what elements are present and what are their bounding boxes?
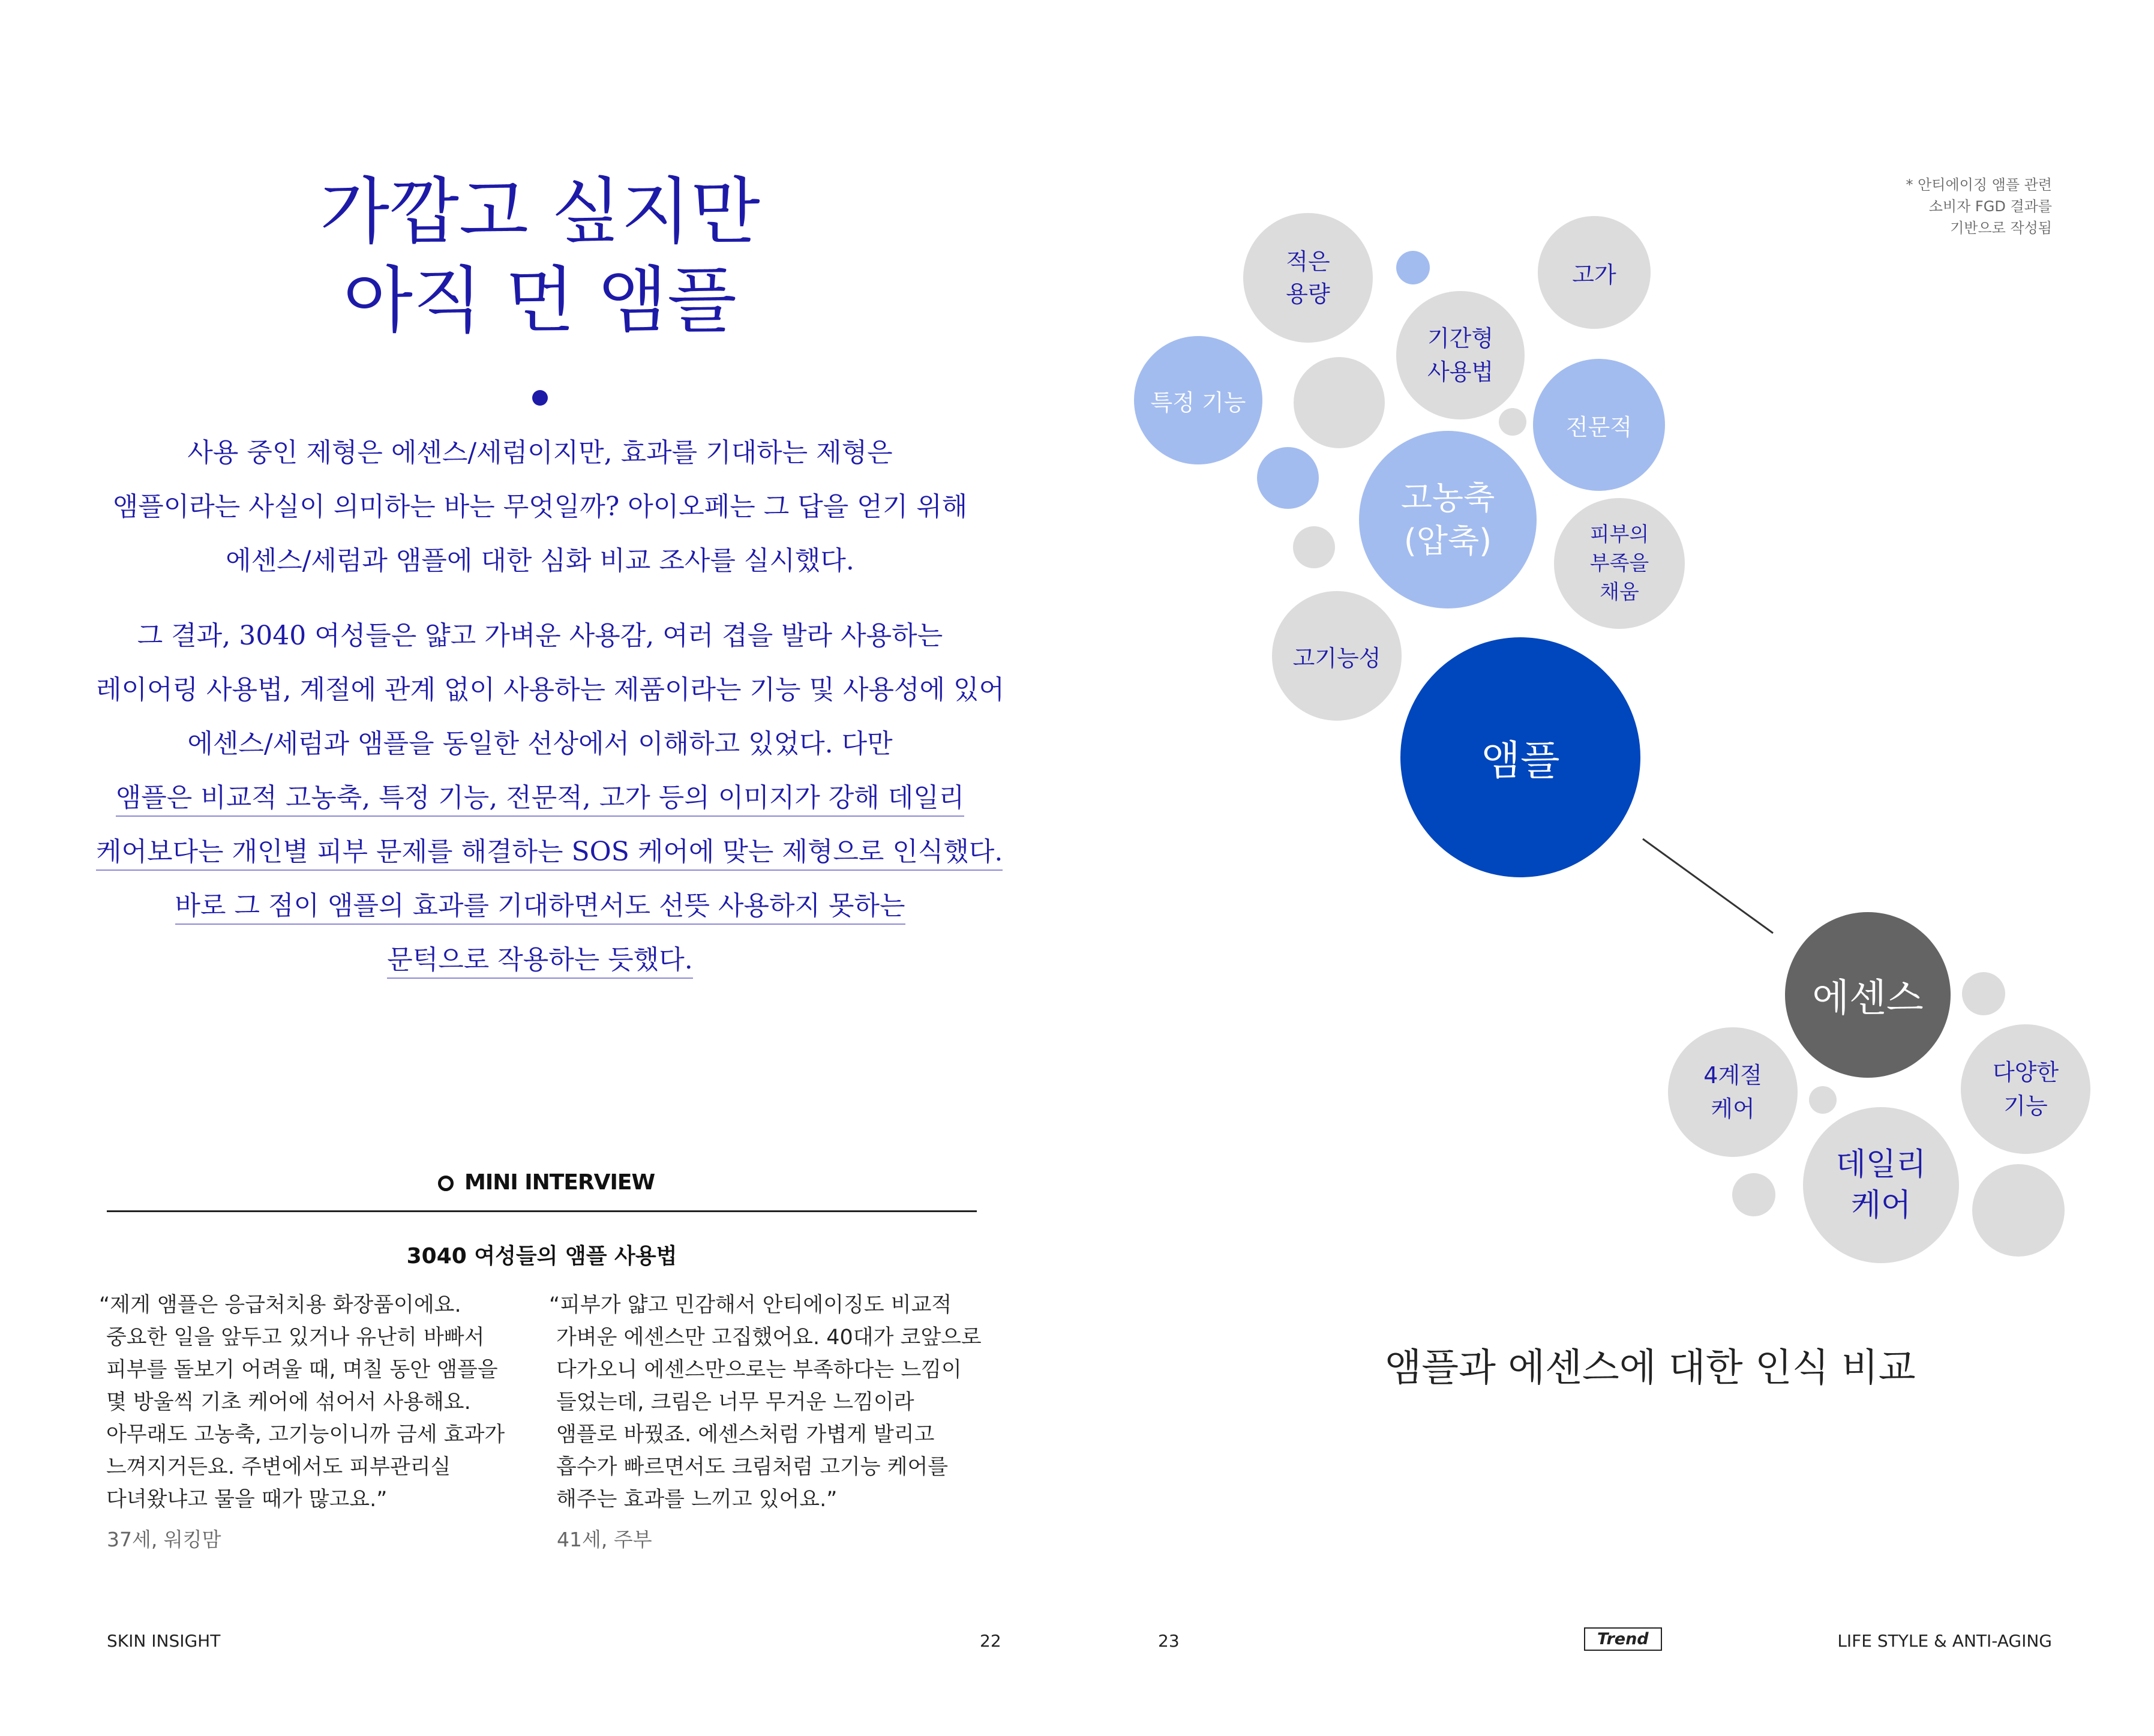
body-line-underlined: 문턱으로 작용하는 듯했다. (387, 945, 693, 979)
bubble-small-blue (1396, 251, 1430, 284)
bubble-label: 4계절 케어 (1703, 1062, 1762, 1122)
bubble-gray-small (1732, 1173, 1775, 1216)
footer-right-title: LIFE STYLE & ANTI-AGING (1837, 1631, 2052, 1651)
footnote-line: 기반으로 작성됨 (1950, 220, 2052, 236)
quote-2 (549, 1289, 982, 1516)
intro-line: 사용 중인 제형은 에센스/세럼이지만, 효과를 기대하는 제형은 (187, 437, 893, 468)
footer-left-title: SKIN INSIGHT (107, 1631, 221, 1651)
bubble-label: 고농축 (압축) (1400, 479, 1495, 560)
bubble-label: 전문적 (1565, 413, 1633, 440)
quote-line: 아무래도 고농축, 고기능이니까 금세 효과가 (106, 1423, 505, 1447)
quote-1 (99, 1289, 505, 1516)
bubble-high-concentration (1359, 431, 1537, 608)
body-paragraph (96, 609, 1004, 987)
bubble-label: 앰플 (1481, 737, 1560, 785)
body-line: 에센스/세럼과 앰플을 동일한 선상에서 이해하고 있었다. 다만 (187, 728, 893, 759)
quote-line: “제게 앰플은 응급처치용 화장품이에요. (99, 1293, 461, 1317)
bubble-fills-skin-lack (1554, 498, 1685, 629)
bubble-high-price (1538, 216, 1651, 329)
bubble-low-volume (1243, 213, 1373, 343)
mini-interview-label: MINI INTERVIEW (464, 1170, 655, 1195)
bubble-high-function (1272, 591, 1402, 721)
body-line-underlined: 앰플은 비교적 고농축, 특정 기능, 전문적, 고가 등의 이미지가 강해 데일리 (116, 782, 964, 817)
page-title (108, 168, 972, 346)
connector-line (1638, 834, 1782, 942)
bubble-gray-tiny (1809, 1086, 1837, 1114)
footnote (1906, 174, 2052, 239)
quote-line: 해주는 효과를 느끼고 있어요.” (556, 1488, 838, 1512)
bubble-professional (1533, 359, 1665, 491)
bubble-various-functions (1961, 1024, 2090, 1154)
body-line: 레이어링 사용법, 계절에 관계 없이 사용하는 제품이라는 기능 및 사용성에 있어 (96, 674, 1004, 705)
quote-2-author: 41세, 주부 (557, 1528, 652, 1551)
bubble-specific-function (1134, 336, 1262, 464)
diagram-caption: 앰플과 에센스에 대한 인식 비교 (1384, 1346, 1916, 1390)
bubble-ampoule (1400, 637, 1640, 877)
bubble-gray-small (1293, 526, 1335, 568)
quote-line: 피부를 돌보기 어려울 때, 며칠 동안 앰플을 (106, 1358, 498, 1382)
quote-line: 다가오니 에센스만으로는 부족하다는 느낌이 (556, 1358, 962, 1382)
bubble-gray-plain (1972, 1164, 2065, 1257)
quote-line: 중요한 일을 앞두고 있거나 유난히 바빠서 (106, 1326, 485, 1350)
quote-line: 몇 방울씩 기초 케어에 섞어서 사용해요. (106, 1390, 471, 1414)
intro-line: 에센스/세럼과 앰플에 대한 심화 비교 조사를 실시했다. (226, 545, 854, 576)
interview-divider (107, 1210, 977, 1212)
body-line-underlined: 케어보다는 개인별 피부 문제를 해결하는 SOS 케어에 맞는 제형으로 인식했다. (96, 836, 1003, 871)
bubble-label: 다양한 기능 (1992, 1059, 2059, 1119)
bubble-label: 피부의 부족을 채움 (1589, 523, 1649, 604)
page-number-right: 23 (1158, 1631, 1180, 1651)
bubble-four-seasons (1668, 1027, 1798, 1157)
quote-line: 흡수가 빠르면서도 크림처럼 고기능 케어를 (556, 1455, 949, 1479)
bubble-gray-tiny (1499, 408, 1526, 436)
bubble-essence (1785, 912, 1951, 1078)
ring-icon (438, 1176, 454, 1191)
title-line-2: 아직 먼 앰플 (343, 259, 737, 343)
intro-paragraph (96, 426, 984, 588)
quote-line: 느껴지거든요. 주변에서도 피부관리실 (106, 1455, 451, 1479)
footnote-line: 소비자 FGD 결과를 (1928, 198, 2052, 215)
bubble-label: 기간형 사용법 (1427, 325, 1494, 385)
bubble-periodic-use (1396, 291, 1525, 419)
bubble-label: 특정 기능 (1150, 389, 1246, 416)
quote-line: “피부가 얇고 민감해서 안티에이징도 비교적 (549, 1293, 952, 1317)
quote-line: 앰플로 바꿨죠. 에센스처럼 가볍게 발리고 (556, 1423, 935, 1447)
bubble-label: 적은 용량 (1286, 248, 1330, 307)
bubble-label: 데일리 케어 (1835, 1147, 1927, 1224)
bubble-gray-small (1962, 972, 2005, 1015)
page-number-left: 22 (980, 1631, 1001, 1651)
title-line-1: 가깝고 싶지만 (320, 170, 760, 254)
mini-interview-heading (438, 1170, 655, 1195)
bubble-gray-plain (1294, 357, 1385, 448)
section-tag: Trend (1584, 1627, 1662, 1651)
bubble-label: 에센스 (1812, 976, 1924, 1021)
intro-line: 앰플이라는 사실이 의미하는 바는 무엇일까? 아이오페는 그 답을 얻기 위해 (112, 491, 968, 522)
bubble-daily-care (1803, 1107, 1959, 1263)
body-line: 그 결과, 3040 여성들은 얇고 가벼운 사용감, 여러 겹을 발라 사용하는 (137, 620, 943, 651)
quote-line: 가벼운 에센스만 고집했어요. 40대가 코앞으로 (556, 1326, 982, 1350)
bubble-blue-medium (1257, 447, 1319, 509)
quote-line: 다녀왔냐고 물을 때가 많고요.” (106, 1488, 388, 1512)
bullet-dot (532, 390, 548, 406)
body-line-underlined: 바로 그 점이 앰플의 효과를 기대하면서도 선뜻 사용하지 못하는 (175, 891, 905, 925)
bubble-label: 고기능성 (1292, 644, 1381, 671)
quote-1-author: 37세, 워킹맘 (107, 1528, 221, 1551)
interview-subheading: 3040 여성들의 앰플 사용법 (406, 1244, 677, 1269)
bubble-label: 고가 (1572, 261, 1616, 288)
quote-line: 들었는데, 크림은 너무 무거운 느낌이라 (556, 1390, 914, 1414)
footnote-line: * 안티에이징 앰플 관련 (1906, 176, 2052, 193)
